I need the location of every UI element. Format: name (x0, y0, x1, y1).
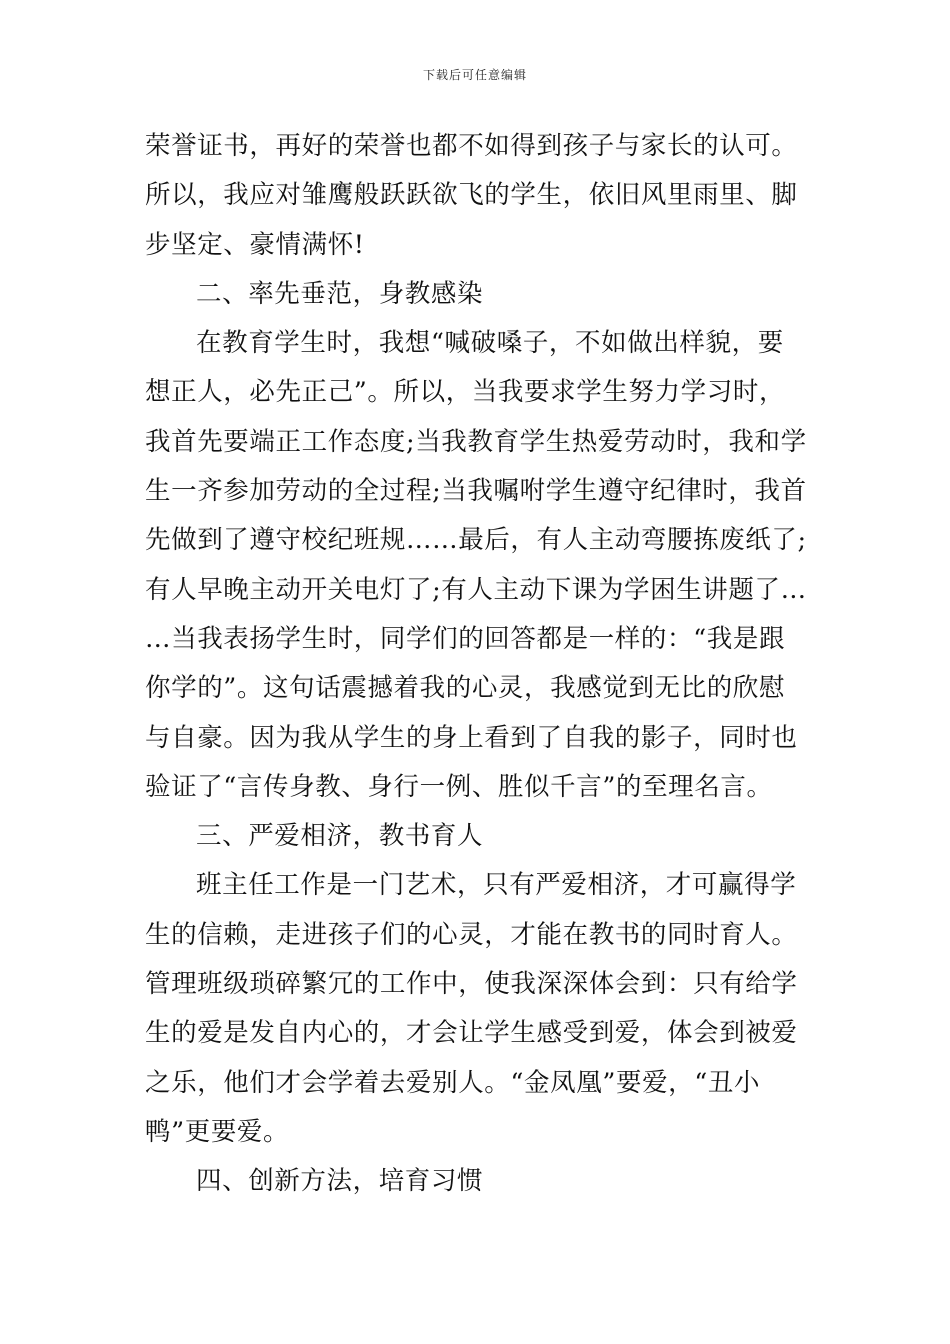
text-line: 生的爱是发自内心的，才会让学生感受到爱，体会到被爱 (145, 1018, 798, 1049)
text-line: 有人早晚主动开关电灯了;有人主动下课为学困生讲题了… (145, 574, 807, 605)
section-heading: 三、严爱相济，教书育人 (196, 821, 484, 852)
text-line: 所以，我应对雏鹰般跃跃欲飞的学生，依旧风里雨里、脚 (145, 180, 798, 211)
header-note: 下载后可任意编辑 (422, 68, 527, 82)
text-line: …当我表扬学生时，同学们的回答都是一样的：“我是跟 (145, 623, 786, 654)
text-line: 验证了“言传身教、身行一例、胜似千言”的至理名言。 (145, 771, 773, 802)
text-line: 与自豪。因为我从学生的身上看到了自我的影子，同时也 (145, 722, 798, 753)
text-line: 之乐，他们才会学着去爱别人。“金凤凰”要爱，“丑小 (145, 1067, 761, 1098)
text-line: 生一齐参加劳动的全过程;当我嘱咐学生遵守纪律时，我首 (145, 476, 807, 507)
text-line: 想正人，必先正己”。所以，当我要求学生努力学习时， (145, 377, 786, 408)
text-line: 鸭”更要爱。 (145, 1116, 290, 1147)
section-heading: 二、率先垂范，身教感染 (196, 278, 484, 309)
text-line: 步坚定、豪情满怀! (145, 229, 365, 260)
text-line: 管理班级琐碎繁冗的工作中，使我深深体会到：只有给学 (145, 969, 798, 1000)
text-line: 先做到了遵守校纪班规……最后，有人主动弯腰拣废纸了; (145, 525, 807, 556)
text-line: 你学的”。这句话震撼着我的心灵，我感觉到无比的欣慰 (145, 673, 786, 704)
document-body (145, 122, 810, 1207)
section-heading: 四、创新方法，培育习惯 (196, 1166, 484, 1197)
text-line: 荣誉证书，再好的荣誉也都不如得到孩子与家长的认可。 (145, 131, 798, 161)
paragraph-start: 在教育学生时，我想“喊破嗓子，不如做出样貌，要 (196, 328, 784, 359)
paragraph-start: 班主任工作是一门艺术，只有严爱相济，才可赢得学 (196, 870, 797, 901)
text-line: 生的信赖，走进孩子们的心灵，才能在教书的同时育人。 (145, 919, 798, 950)
text-line: 我首先要端正工作态度;当我教育学生热爱劳动时，我和学 (145, 426, 807, 457)
